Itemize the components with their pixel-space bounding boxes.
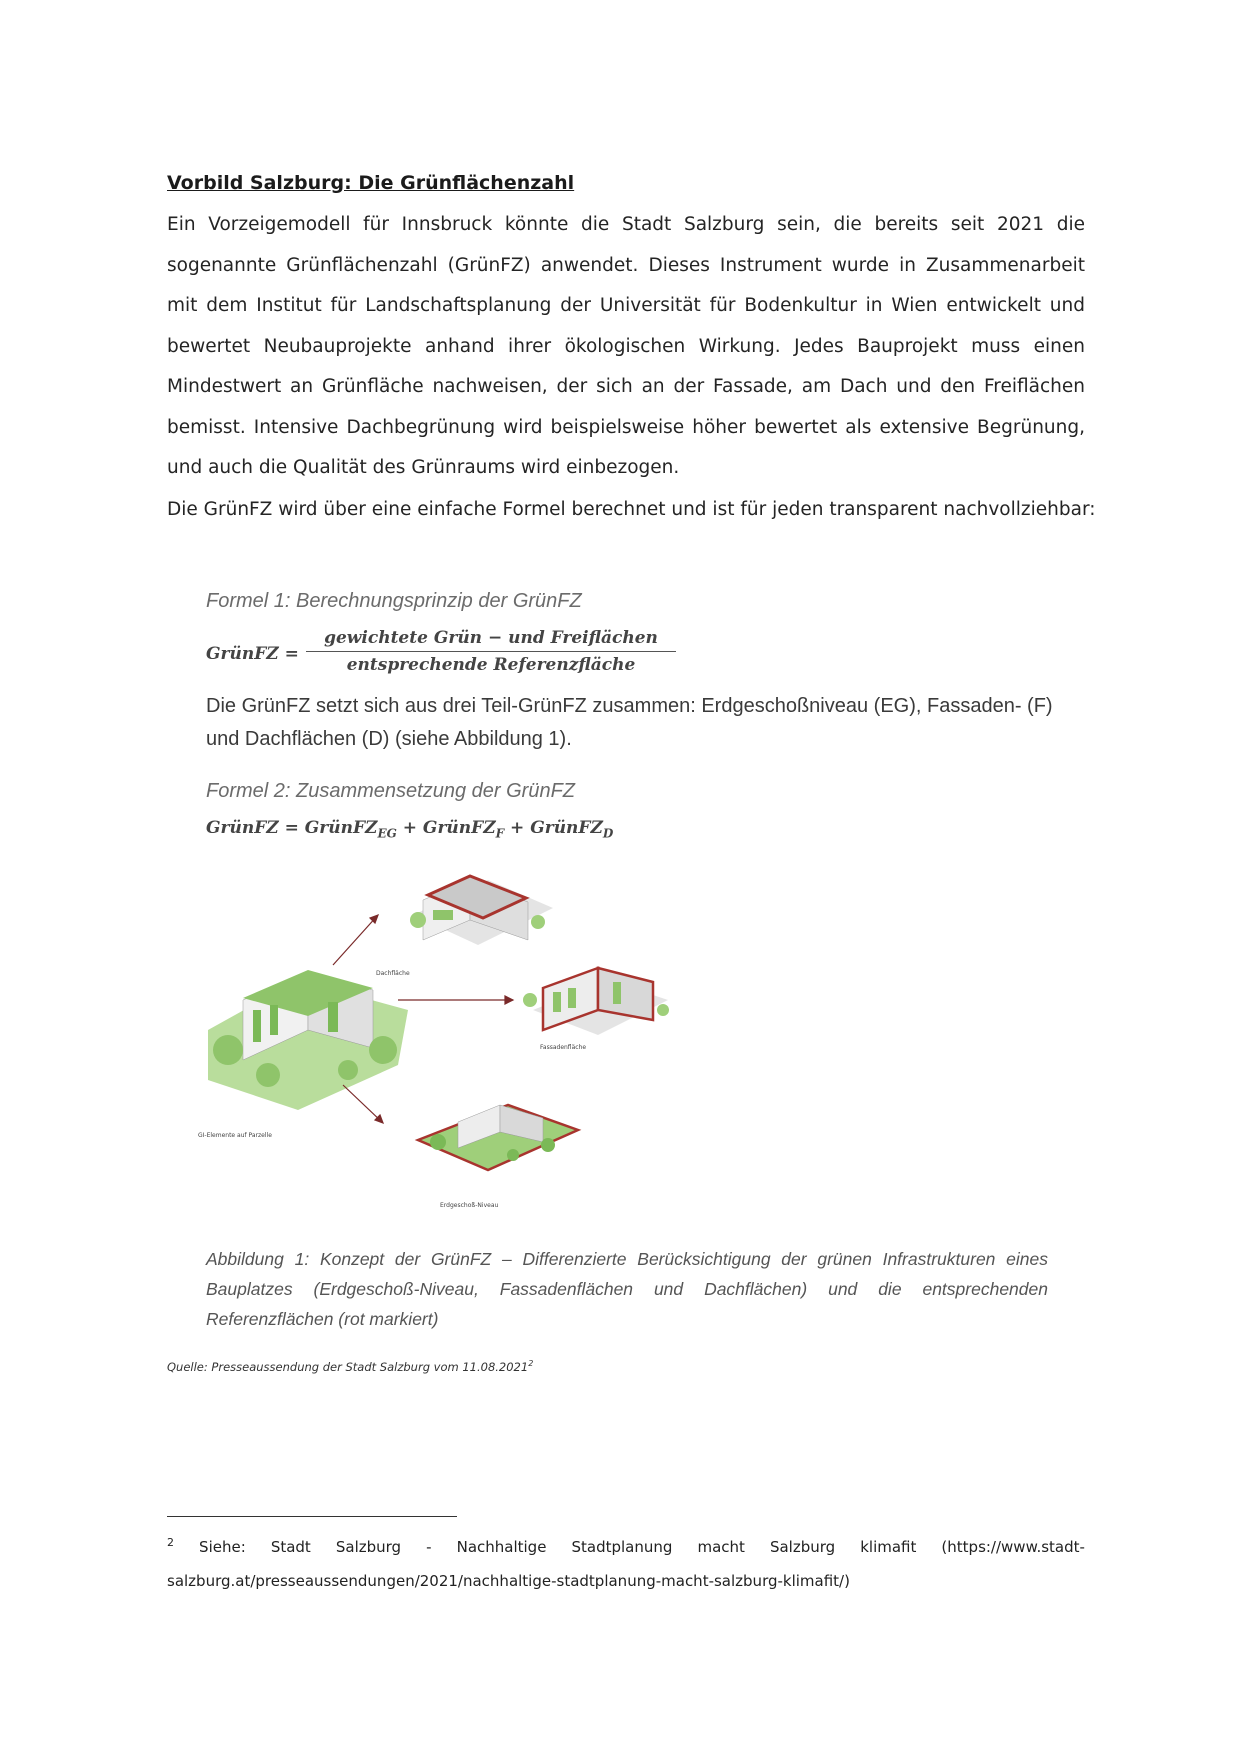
formula1-fraction — [306, 628, 676, 675]
footnote-word: Salzburg — [335, 1538, 402, 1556]
formula2-term-f: + GrünFZ — [396, 818, 496, 838]
formula1-denominator: entsprechende Referenzfläche — [346, 655, 636, 675]
roof-label: Dachfläche — [376, 970, 410, 977]
formula1-numerator: gewichtete Grün − und Freiflächen — [306, 628, 676, 652]
main-building-label: GI-Elemente auf Parzelle — [198, 1132, 272, 1139]
formula2-lhs: GrünFZ = GrünFZ — [206, 818, 378, 838]
footnote-separator — [167, 1516, 457, 1517]
source-footnote-ref: 2 — [528, 1359, 534, 1368]
formula1-caption: Formel 1: Berechnungsprinzip der GrünFZ — [206, 590, 582, 612]
facade-label: Fassadenfläche — [540, 1044, 587, 1051]
figure-caption: Abbildung 1: Konzept der GrünFZ – Differenzierte Berücksichtigung der grünen Infrastrukturen eines Bauplatzes (Erdgeschoß-Niveau, Fassadenflächen und Dachflächen) und die entsprechenden Referenzflächen (rot markiert) — [206, 1249, 1048, 1329]
footnote-word: macht — [697, 1538, 745, 1556]
concept-figure-illustration — [208, 860, 728, 1220]
composition-text: Die GrünFZ setzt sich aus drei Teil-GrünFZ zusammen: Erdgeschoßniveau (EG), Fassaden- (F) und Dachflächen (D) (siehe Abbildung 1). — [206, 695, 1053, 750]
footnote-word: Stadt — [270, 1538, 311, 1556]
footnote-word: Siehe: — [199, 1538, 246, 1556]
facade-area-illustration — [523, 968, 669, 1035]
concept-figure — [198, 860, 728, 1220]
footnote-word: klimafit — [860, 1538, 917, 1556]
formula2-sub-eg: EG — [377, 826, 397, 841]
formula1-lhs: GrünFZ = — [206, 644, 299, 664]
formula2-caption: Formel 2: Zusammensetzung der GrünFZ — [206, 780, 576, 802]
formula2-sub-f: F — [495, 826, 505, 841]
ground-label: Erdgeschoß-Niveau — [440, 1202, 499, 1209]
formula2-sub-d: D — [602, 826, 614, 841]
footnote-link-part1[interactable]: (https://www.stadt- — [941, 1538, 1085, 1556]
section-heading: Vorbild Salzburg: Die Grünflächenzahl — [167, 172, 575, 194]
footnote-word: Stadtplanung — [571, 1538, 673, 1556]
footnote-link-part2[interactable]: salzburg.at/presseaussendungen/2021/nachhaltige-stadtplanung-macht-salzburg-klimafit/) — [167, 1572, 850, 1590]
source-text: Quelle: Presseaussendung der Stadt Salzburg vom 11.08.2021 — [167, 1359, 529, 1374]
formula-intro-paragraph: Die GrünFZ wird über eine einfache Formel berechnet und ist für jeden transparent nachvollziehbar: — [167, 499, 1096, 520]
footnote-line1 — [167, 1530, 1085, 1564]
intro-paragraph: Ein Vorzeigemodell für Innsbruck könnte die Stadt Salzburg sein, die bereits seit 2021 die sogenannte Grünflächenzahl (GrünFZ) anwendet. Dieses Instrument wurde in Zusammenarbeit mit dem Institut für Landschaftsplanung der Universität für Bodenkultur in Wien entwickelt und bewertet Neubauprojekte anhand ihrer ökologischen Wirkung. Jedes Bauprojekt muss einen Mindestwert an Grünfläche nachweisen, der sich an der Fassade, am Dach und den Freiflächen bemisst. Intensive Dachbegrünung wird beispielsweise höher bewertet als extensive Begrünung, und auch die Qualität des Grünraums wird einbezogen. — [167, 214, 1085, 478]
ground-level-illustration — [418, 1105, 578, 1170]
footnote-word: - — [426, 1538, 432, 1556]
footnote-word: Salzburg — [769, 1538, 836, 1556]
arrow-to-roof — [333, 915, 378, 965]
footnote-number: 2 — [167, 1536, 174, 1549]
source-note — [167, 1359, 533, 1374]
footnote — [167, 1530, 1085, 1598]
roof-area-illustration — [410, 876, 553, 945]
formula2 — [206, 818, 613, 840]
main-building-illustration — [208, 970, 408, 1110]
footnote-word: Nachhaltige — [456, 1538, 547, 1556]
formula2-term-d: + GrünFZ — [504, 818, 603, 838]
